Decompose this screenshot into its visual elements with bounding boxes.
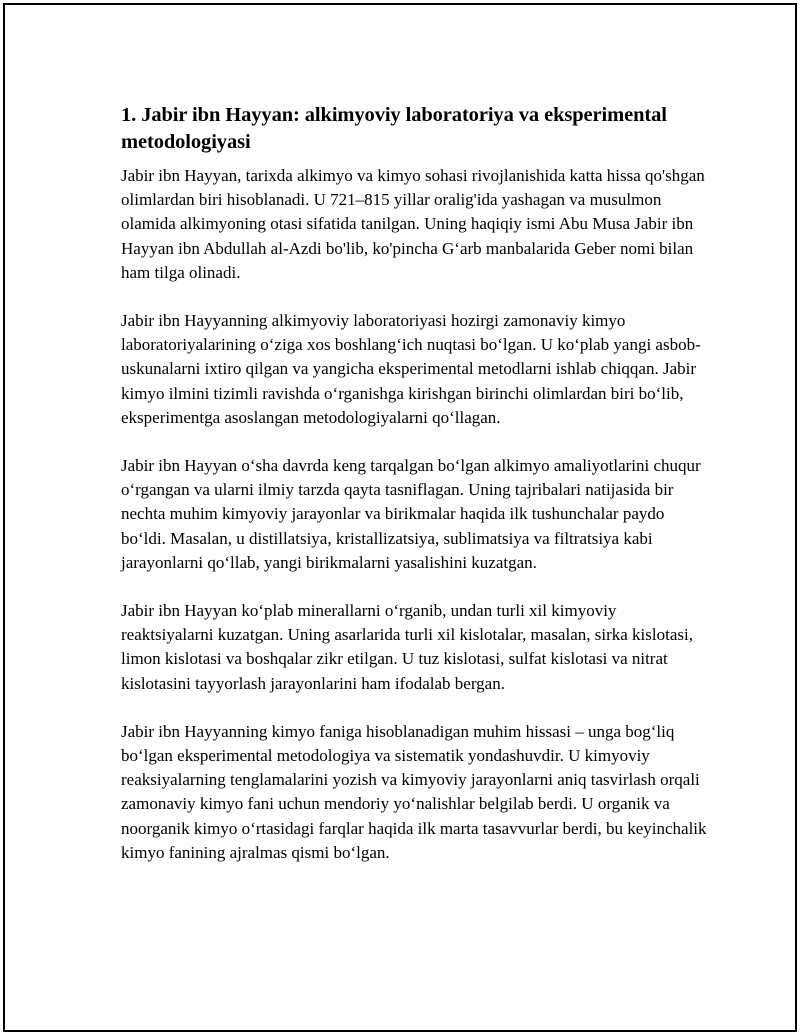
paragraph-4: Jabir ibn Hayyan ko‘plab minerallarni o‘rganib, undan turli xil kimyoviy reaktsiyalarni kuzatgan. Uning asarlarida turli xil kislotalar, masalan, sirka kislotasi, limon kislotasi va boshqalar zikr etilgan. U tuz kislotasi, sulfat kislotasi va nitrat kislotasini tayyorlash jarayonlarini ham ifodalab bergan. xyxy=(121,601,693,693)
paragraph-1: Jabir ibn Hayyan, tarixda alkimyo va kimyo sohasi rivojlanishida katta hissa qo'shgan olimlardan biri hisoblanadi. U 721–815 yillar oralig'ida yashagan va musulmon olamida alkimyoning otasi sifatida tanilgan. Uning haqiqiy ismi Abu Musa Jabir ibn Hayyan ibn Abdullah al-Azdi bo'lib, ko'pincha G‘arb manbalarida Geber nomi bilan ham tilga olinadi. xyxy=(121,166,705,282)
document-content xyxy=(121,102,711,865)
section-heading: 1. Jabir ibn Hayyan: alkimyoviy laboratoriya va eksperimental metodologiyasi xyxy=(121,104,667,153)
paragraph-3: Jabir ibn Hayyan o‘sha davrda keng tarqalgan bo‘lgan alkimyo amaliyotlarini chuqur o‘rgangan va ularni ilmiy tarzda qayta tasniflagan. Uning tajribalari natijasida bir nechta muhim kimyoviy jarayonlar va birikmalar haqida ilk tushunchalar paydo bo‘ldi. Masalan, u distillatsiya, kristallizatsiya, sublimatsiya va filtratsiya kabi jarayonlarni qo‘llab, yangi birikmalarni yasalishini kuzatgan. xyxy=(121,456,701,572)
paragraph-5: Jabir ibn Hayyanning kimyo faniga hisoblanadigan muhim hissasi – unga bog‘liq bo‘lgan eksperimental metodologiya va sistematik yondashuvdir. U kimyoviy reaksiyalarning tenglamalarini yozish va kimyoviy jarayonlarni aniq tasvirlash orqali zamonaviy kimyo fani uchun mendoriy yo‘nalishlar belgilab berdi. U organik va noorganik kimyo o‘rtasidagi farqlar haqida ilk marta tasavvurlar berdi, bu keyinchalik kimyo fanining ajralmas qismi bo‘lgan. xyxy=(121,721,707,862)
document-page xyxy=(3,3,797,1032)
paragraph-2: Jabir ibn Hayyanning alkimyoviy laboratoriyasi hozirgi zamonaviy kimyo laboratoriyalarining o‘ziga xos boshlang‘ich nuqtasi bo‘lgan. U ko‘plab yangi asbob-uskunalarni ixtiro qilgan va yangicha eksperimental metodlarni ishlab chiqqan. Jabir kimyo ilmini tizimli ravishda o‘rganishga kirishgan birinchi olimlardan biri bo‘lib, eksperimentga asoslangan metodologiyalarni qo‘llagan. xyxy=(121,311,701,427)
